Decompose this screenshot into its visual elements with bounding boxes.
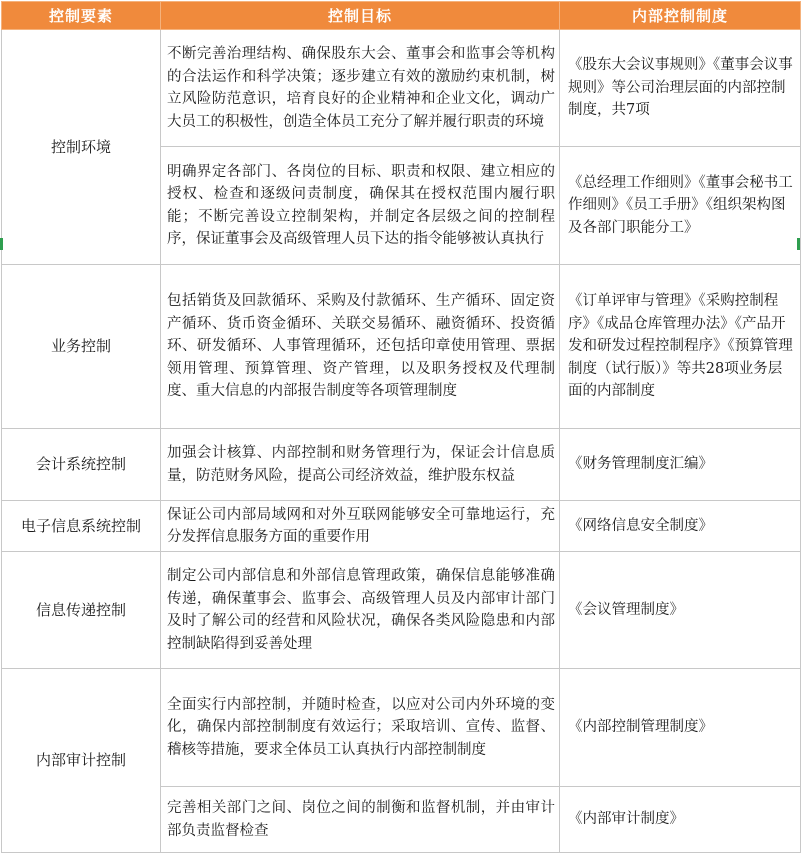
table-header-row (2, 2, 801, 30)
table-row (2, 552, 801, 669)
control-rules-cell: 《订单评审与管理》《采购控制程序》《成品仓库管理办法》《产品开发和研发过程控制程序》《预算管理制度（试行版）》等共28项业务层面的内部制度 (560, 265, 801, 429)
control-element-cell: 控制环境 (2, 30, 161, 265)
header-internal-rules: 内部控制制度 (560, 2, 801, 30)
control-element-cell: 会计系统控制 (2, 429, 161, 501)
control-goal-cell: 保证公司内部局域网和对外互联网能够安全可靠地运行，充分发挥信息服务方面的重要作用 (161, 501, 560, 552)
table-row (2, 669, 801, 787)
control-rules-cell: 《会议管理制度》 (560, 552, 801, 669)
control-rules-cell: 《网络信息安全制度》 (560, 501, 801, 552)
control-rules-cell: 《内部审计制度》 (560, 787, 801, 853)
control-rules-cell: 《股东大会议事规则》《董事会议事规则》等公司治理层面的内部控制制度，共7项 (560, 30, 801, 147)
control-goal-cell: 全面实行内部控制，并随时检查，以应对公司内外环境的变化，确保内部控制制度有效运行；采取培训、宣传、监督、稽核等措施，要求全体员工认真执行内部控制制度 (161, 669, 560, 787)
control-goal-cell: 加强会计核算、内部控制和财务管理行为，保证会计信息质量，防范财务风险，提高公司经济效益，维护股东权益 (161, 429, 560, 501)
cell-selection-marker-left (0, 238, 3, 250)
header-control-element: 控制要素 (2, 2, 161, 30)
table-row (2, 429, 801, 501)
control-rules-cell: 《财务管理制度汇编》 (560, 429, 801, 501)
header-control-goal: 控制目标 (161, 2, 560, 30)
internal-control-table (1, 1, 801, 853)
control-element-cell: 内部审计控制 (2, 669, 161, 853)
control-rules-cell: 《总经理工作细则》《董事会秘书工作细则》《员工手册》《组织架构图及各部门职能分工》 (560, 147, 801, 265)
control-goal-cell: 包括销货及回款循环、采购及付款循环、生产循环、固定资产循环、货币资金循环、关联交易循环、融资循环、投资循环、研发循环、人事管理循环，还包括印章使用管理、票据领用管理、预算管理、资产管理，以及职务授权及代理制度、重大信息的内部报告制度等各项管理制度 (161, 265, 560, 429)
control-element-cell: 电子信息系统控制 (2, 501, 161, 552)
control-element-cell: 信息传递控制 (2, 552, 161, 669)
table-row (2, 30, 801, 147)
control-goal-cell: 明确界定各部门、各岗位的目标、职责和权限、建立相应的授权、检查和逐级问责制度，确保其在授权范围内履行职能；不断完善设立控制架构，并制定各层级之间的控制程序，保证董事会及高级管理人员下达的指令能够被认真执行 (161, 147, 560, 265)
table-row (2, 265, 801, 429)
table-row (2, 501, 801, 552)
control-element-cell: 业务控制 (2, 265, 161, 429)
control-goal-cell: 完善相关部门之间、岗位之间的制衡和监督机制，并由审计部负责监督检查 (161, 787, 560, 853)
control-goal-cell: 制定公司内部信息和外部信息管理政策，确保信息能够准确传递，确保董事会、监事会、高级管理人员及内部审计部门及时了解公司的经营和风险状况，确保各类风险隐患和内部控制缺陷得到妥善处理 (161, 552, 560, 669)
cell-selection-marker-right (797, 238, 800, 250)
control-goal-cell: 不断完善治理结构、确保股东大会、董事会和监事会等机构的合法运作和科学决策；逐步建立有效的激励约束机制，树立风险防范意识，培育良好的企业精神和企业文化，调动广大员工的积极性，创造全体员工充分了解并履行职责的环境 (161, 30, 560, 147)
control-rules-cell: 《内部控制管理制度》 (560, 669, 801, 787)
